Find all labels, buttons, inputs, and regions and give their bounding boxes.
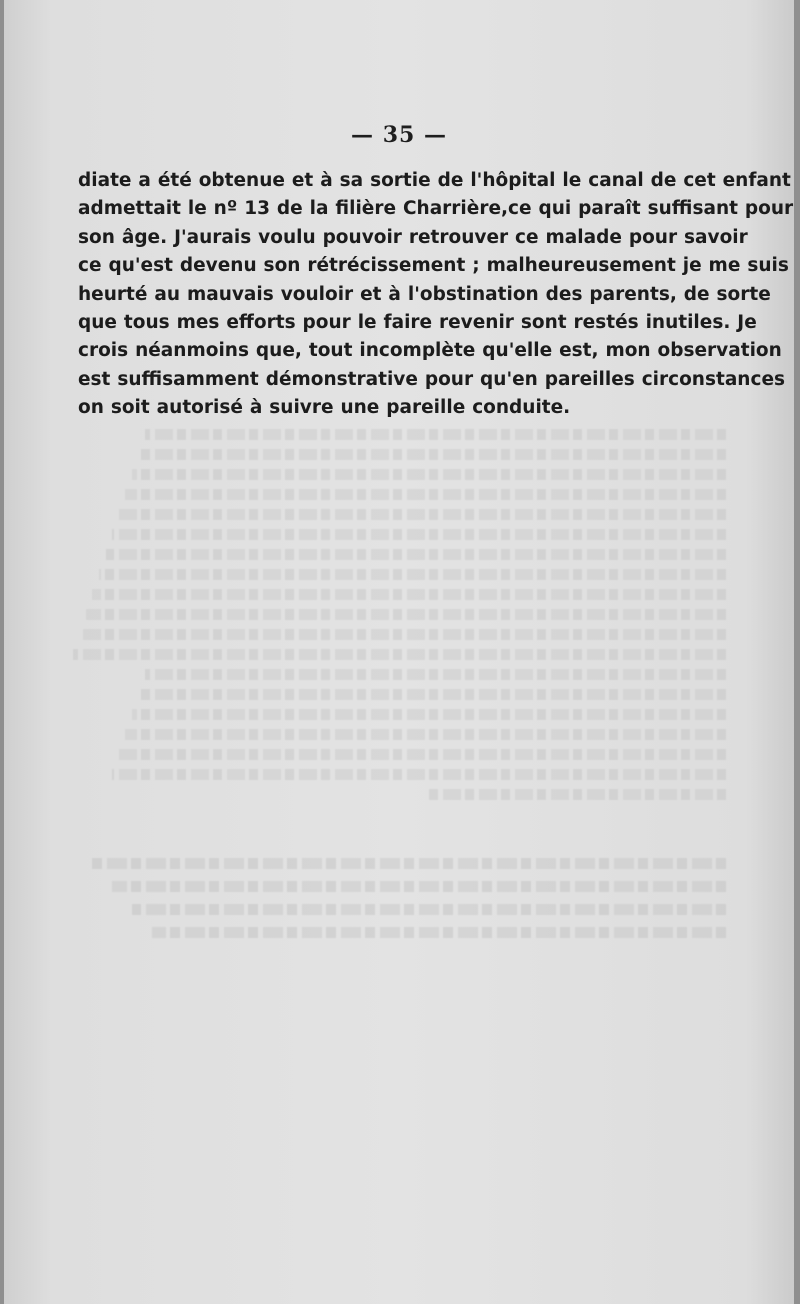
text-line: ce qu'est devenu son rétrécissement ; malheureusement je me suis [78,255,789,277]
page-number: — 35 — [351,122,447,148]
show-through-line [99,569,726,580]
text-line: admettait le nº 13 de la filière Charrière,ce qui paraît suffisant pour [78,198,794,220]
text-line: on soit autorisé à suivre une pareille conduite. [78,397,571,419]
show-through-line [112,881,726,892]
show-through-line [92,858,726,869]
text-line: crois néanmoins que, tout incomplète qu'elle est, mon observation [78,340,782,362]
show-through-line [73,649,726,660]
show-through-line [139,449,726,460]
text-line: son âge. J'aurais voulu pouvoir retrouver ce malade pour savoir [78,226,748,248]
show-through-line [145,429,726,440]
show-through-line [429,789,726,800]
show-through-texture [66,420,726,950]
show-through-line [106,549,726,560]
show-through-line [112,769,726,780]
body-paragraph [78,167,794,423]
show-through-line [145,669,726,680]
show-through-line [125,729,726,740]
show-through-line [139,689,726,700]
show-through-line [79,629,726,640]
text-line: est suffisamment démonstrative pour qu'en pareilles circonstances [78,368,786,390]
document-page [4,0,794,1304]
show-through-line [119,749,726,760]
show-through-line [132,709,726,720]
show-through-line [86,609,726,620]
show-through-line [152,927,726,938]
show-through-line [132,904,726,915]
show-through-line [92,589,726,600]
text-line: diate a été obtenue et à sa sortie de l'hôpital le canal de cet enfant [78,170,791,191]
show-through-line [119,509,726,520]
show-through-line [112,529,726,540]
show-through-line [125,489,726,500]
text-line: heurté au mauvais vouloir et à l'obstination des parents, de sorte [78,283,771,305]
show-through-line [132,469,726,480]
text-line: que tous mes efforts pour le faire revenir sont restés inutiles. Je [78,312,757,334]
